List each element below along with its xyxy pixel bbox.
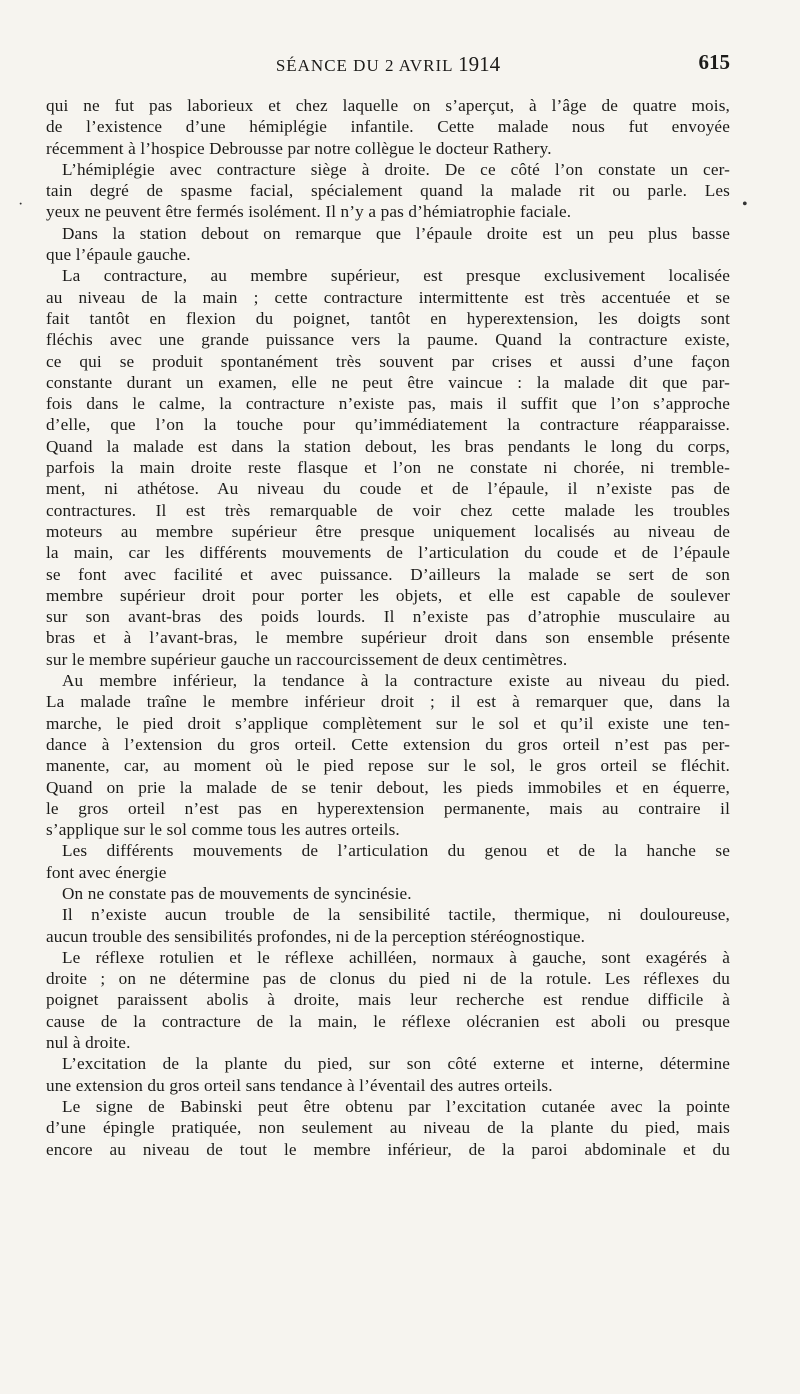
text-line: Le réflexe rotulien et le réflexe achilléen, normaux à gauche, sont exagérés à	[62, 947, 730, 967]
text-line: parfois la main droite reste flasque et l’on ne constate ni chorée, ni tremble-	[46, 458, 730, 478]
text-line: Au membre inférieur, la tendance à la contracture existe au niveau du pied.	[62, 671, 730, 691]
text-line: cause de la contracture de la main, le réflexe olécranien est aboli ou presque	[46, 1011, 730, 1031]
text-line: une extension du gros orteil sans tendance à l’éventail des autres orteils.	[46, 1075, 553, 1095]
text-line: fléchis avec une grande puissance vers la paume. Quand la contracture existe,	[46, 330, 730, 350]
text-line: Quand la malade est dans la station debout, les bras pendants le long du corps,	[46, 436, 730, 456]
text-line: aucun trouble des sensibilités profondes, ni de la perception stéréognostique.	[46, 926, 586, 946]
body-text	[46, 95, 730, 1160]
text-line: Il n’existe aucun trouble de la sensibilité tactile, thermique, ni douloureuse,	[62, 905, 730, 925]
text-line: récemment à l’hospice Debrousse par notre collègue le docteur Rathery.	[46, 138, 552, 158]
text-line: qui ne fut pas laborieux et chez laquelle on s’aperçut, à l’âge de quatre mois,	[46, 96, 730, 115]
text-line: dance à l’extension du gros orteil. Cette extension du gros orteil n’est pas per-	[46, 734, 730, 754]
text-line: Dans la station debout on remarque que l’épaule droite est un peu plus basse	[62, 223, 730, 243]
running-title	[46, 52, 730, 77]
text-line: manente, car, au moment où le pied repose sur le sol, le gros orteil se fléchit.	[46, 756, 730, 776]
margin-mark: ·	[18, 196, 24, 213]
margin-mark: •	[742, 196, 748, 213]
text-line: se font avec facilité et avec puissance. D’ailleurs la malade se sert de son	[46, 564, 730, 584]
text-line: que l’épaule gauche.	[46, 245, 191, 265]
page-number: 615	[698, 50, 730, 74]
text-line: constante durant un examen, elle ne peut être vaincue : la malade dit que par-	[46, 372, 730, 392]
text-line: Quand on prie la malade de se tenir debout, les pieds immobiles et en équerre,	[46, 777, 730, 797]
text-line: d’elle, que l’on la touche pour qu’immédiatement la contracture réapparaisse.	[46, 415, 730, 435]
session-title: SÉANCE DU 2 AVRIL	[275, 56, 453, 75]
text-line: bras et à l’avant-bras, le membre supérieur droit dans son ensemble présente	[46, 628, 730, 648]
text-line: fait tantôt en flexion du poignet, tantôt en hyperextension, les doigts sont	[46, 308, 730, 328]
text-line: marche, le pied droit s’applique complètement sur le sol et qu’il existe une ten-	[46, 713, 730, 733]
text-line: poignet paraissent abolis à droite, mais leur recherche est rendue difficile à	[46, 990, 730, 1010]
text-line: de l’existence d’une hémiplégie infantile. Cette malade nous fut envoyée	[46, 117, 730, 137]
text-line: la main, car les différents mouvements de l’articulation du coude et de l’épaule	[46, 543, 730, 563]
running-header	[46, 52, 730, 82]
text-line: droite ; on ne détermine pas de clonus du pied ni de la rotule. Les réflexes du	[46, 969, 730, 989]
text-line: ce qui se produit spontanément très souvent par crises et aussi d’une façon	[46, 351, 730, 371]
text-line: L’excitation de la plante du pied, sur son côté externe et interne, détermine	[62, 1054, 730, 1074]
text-line: Le signe de Babinski peut être obtenu par l’excitation cutanée avec la pointe	[62, 1096, 730, 1116]
session-year: 1914	[458, 52, 501, 76]
text-line: membre supérieur droit pour porter les objets, et elle est capable de soulever	[46, 585, 730, 605]
text-line: yeux ne peuvent être fermés isolément. Il n’y a pas d’hémiatrophie faciale.	[46, 202, 572, 222]
text-line: ment, ni athétose. Au niveau du coude et de l’épaule, il n’existe pas de	[46, 479, 730, 499]
text-line: La contracture, au membre supérieur, est presque exclusivement localisée	[62, 266, 730, 286]
text-line: Les différents mouvements de l’articulation du genou et de la hanche se	[62, 841, 730, 861]
text-line: encore au niveau de tout le membre inférieur, de la paroi abdominale et du	[46, 1139, 730, 1159]
text-line: d’une épingle pratiquée, non seulement au niveau de la plante du pied, mais	[46, 1118, 730, 1138]
text-line: contractures. Il est très remarquable de voir chez cette malade les troubles	[46, 500, 730, 520]
text-line: fois dans le calme, la contracture n’existe pas, mais il suffit que l’on s’approche	[46, 394, 730, 414]
text-line: tain degré de spasme facial, spécialement quand la malade rit ou parle. Les	[46, 181, 730, 201]
text-line: La malade traîne le membre inférieur droit ; il est à remarquer que, dans la	[46, 692, 730, 712]
text-line: font avec énergie	[46, 862, 167, 882]
text-line: nul à droite.	[46, 1033, 131, 1053]
text-line: le gros orteil n’est pas en hyperextension permanente, mais au contraire il	[46, 798, 730, 818]
text-line: moteurs au membre supérieur être presque uniquement localisés au niveau de	[46, 521, 730, 541]
text-line: s’applique sur le sol comme tous les autres orteils.	[46, 820, 400, 840]
text-line: sur son avant-bras des poids lourds. Il n’existe pas d’atrophie musculaire au	[46, 607, 730, 627]
text-line: au niveau de la main ; cette contracture intermittente est très accentuée et se	[46, 287, 730, 307]
text-line: L’hémiplégie avec contracture siège à droite. De ce côté l’on constate un cer-	[62, 159, 730, 179]
text-line: On ne constate pas de mouvements de syncinésie.	[62, 883, 412, 903]
text-line: sur le membre supérieur gauche un raccourcissement de deux centimètres.	[46, 649, 568, 669]
